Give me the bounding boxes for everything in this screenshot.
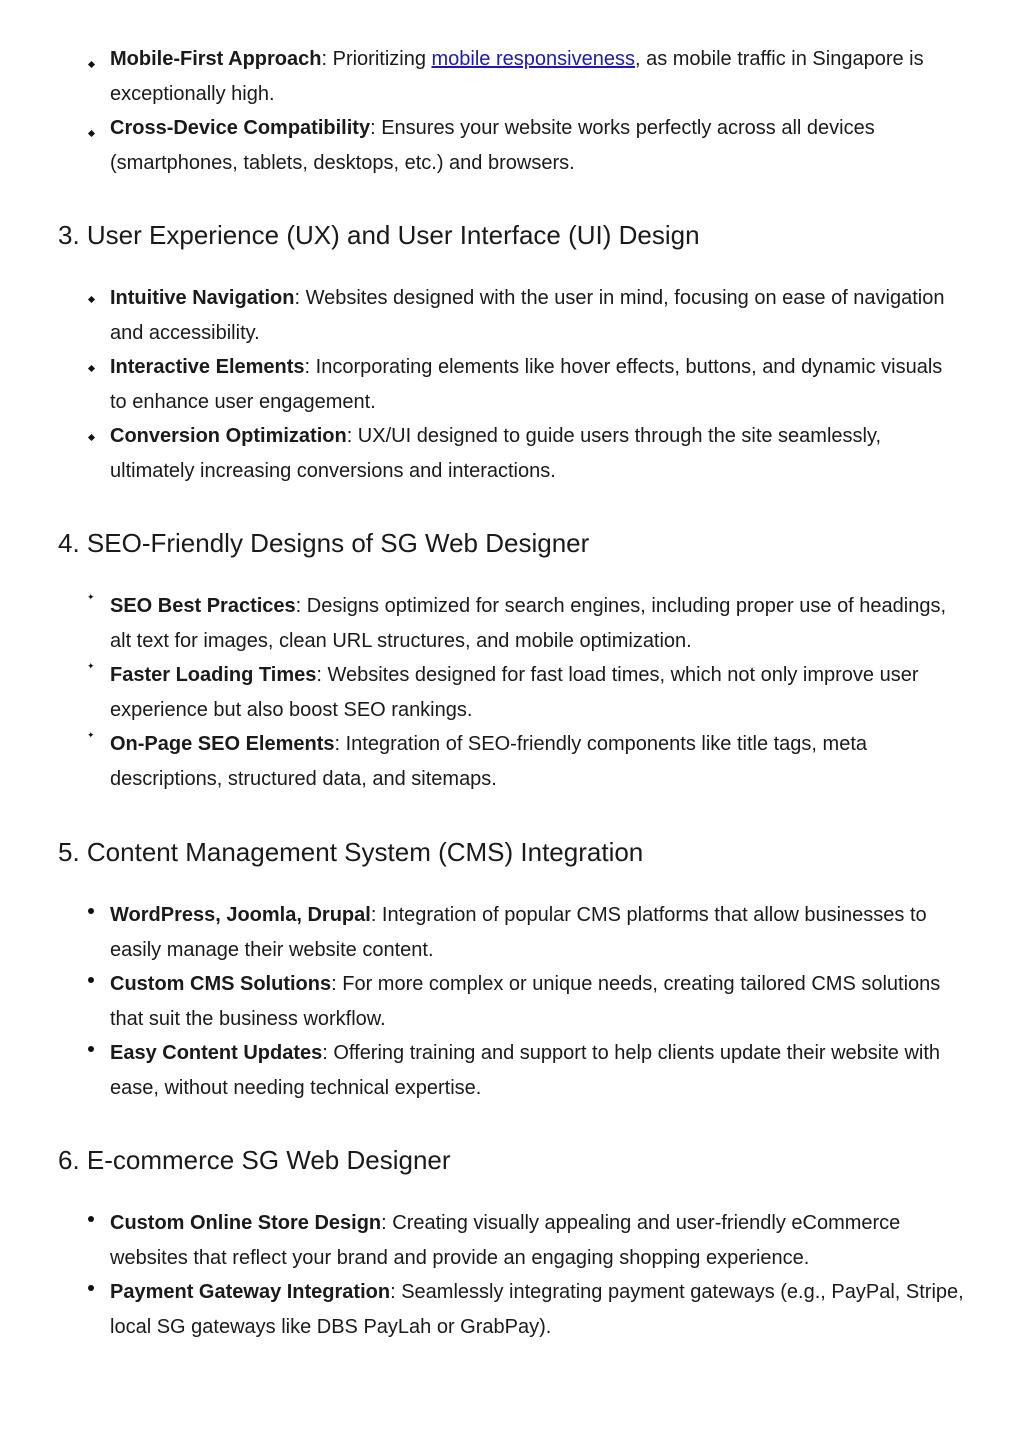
section5-list [0,898,1024,1105]
bullet-star-icon [87,658,97,693]
item-text: : Offering training and support to help clients update their website with ease, without needing technical expertise. [110,1042,941,1099]
list-item [0,967,1024,1036]
section3-list [0,281,1024,488]
item-lead: Faster Loading Times [110,664,317,686]
item-text: : Websites designed for fast load times, which not only improve user experience but also boost SEO rankings. [110,664,919,721]
bullet-dot-icon [87,1206,97,1241]
list-item [0,281,1024,350]
mobile-responsiveness-link[interactable]: mobile responsiveness [431,48,635,70]
bullet-dot-icon [87,898,97,933]
section4-list [0,589,1024,796]
item-text: : UX/UI designed to guide users through the site seamlessly, ultimately increasing conversions and interactions. [110,425,882,482]
item-text: : Integration of popular CMS platforms that allow businesses to easily manage their website content. [110,904,927,961]
section-heading-ux-ui: 3. User Experience (UX) and User Interface (UI) Design [58,220,700,250]
bullet-star-icon [87,589,97,624]
bullet-diamond-icon [87,350,97,385]
item-text: : Creating visually appealing and user-friendly eCommerce websites that reflect your brand and provide an engaging shopping experience. [110,1212,901,1269]
section-heading-ecommerce: 6. E-commerce SG Web Designer [58,1145,451,1175]
item-lead: Easy Content Updates [110,1042,323,1064]
list-item [0,1275,1024,1344]
item-lead: SEO Best Practices [110,595,296,617]
list-item [0,589,1024,658]
bullet-diamond-icon [87,281,97,316]
list-item [0,1206,1024,1275]
item-text: : Integration of SEO-friendly components like title tags, meta descriptions, structured data, and sitemaps. [110,733,867,790]
item-text: : Prioritizing [321,48,432,70]
list-item [0,658,1024,727]
list-item [0,350,1024,419]
list-item [0,42,1024,111]
bullet-diamond-icon [87,419,97,454]
bullet-diamond-icon [87,111,97,146]
bullet-dot-icon [87,967,97,1002]
list-item [0,727,1024,796]
bullet-dot-icon [87,1036,97,1071]
item-lead: Intuitive Navigation [110,287,295,309]
item-text: : Websites designed with the user in mind, focusing on ease of navigation and accessibility. [110,287,945,344]
item-text: : Designs optimized for search engines, including proper use of headings, alt text for images, clean URL structures, and mobile optimization. [110,595,947,652]
bullet-diamond-icon [87,42,97,77]
list-item [0,419,1024,488]
item-lead: Custom CMS Solutions [110,973,332,995]
item-lead: Cross-Device Compatibility [110,117,371,139]
section-heading-seo: 4. SEO-Friendly Designs of SG Web Designer [58,528,590,558]
list-item [0,898,1024,967]
item-text: , as mobile traffic in Singapore is exceptionally high. [110,48,924,105]
item-lead: Interactive Elements [110,356,305,378]
section2-list [0,42,1024,180]
item-lead: On-Page SEO Elements [110,733,335,755]
item-text: : Ensures your website works perfectly across all devices (smartphones, tablets, desktops, etc.) and browsers. [110,117,875,174]
item-lead: Custom Online Store Design [110,1212,382,1234]
bullet-dot-icon [87,1275,97,1310]
item-lead: WordPress, Joomla, Drupal [110,904,371,926]
item-lead: Payment Gateway Integration [110,1281,391,1303]
item-text: : Seamlessly integrating payment gateways (e.g., PayPal, Stripe, local SG gateways like DBS PayLah or GrabPay). [110,1281,964,1338]
list-item [0,111,1024,180]
item-text: : Incorporating elements like hover effects, buttons, and dynamic visuals to enhance user engagement. [110,356,943,413]
item-lead: Mobile-First Approach [110,48,322,70]
section6-list [0,1206,1024,1344]
item-text: : For more complex or unique needs, creating tailored CMS solutions that suit the business workflow. [110,973,941,1030]
bullet-star-icon [87,727,97,762]
section-heading-cms: 5. Content Management System (CMS) Integration [58,837,644,867]
list-item [0,1036,1024,1105]
item-lead: Conversion Optimization [110,425,347,447]
